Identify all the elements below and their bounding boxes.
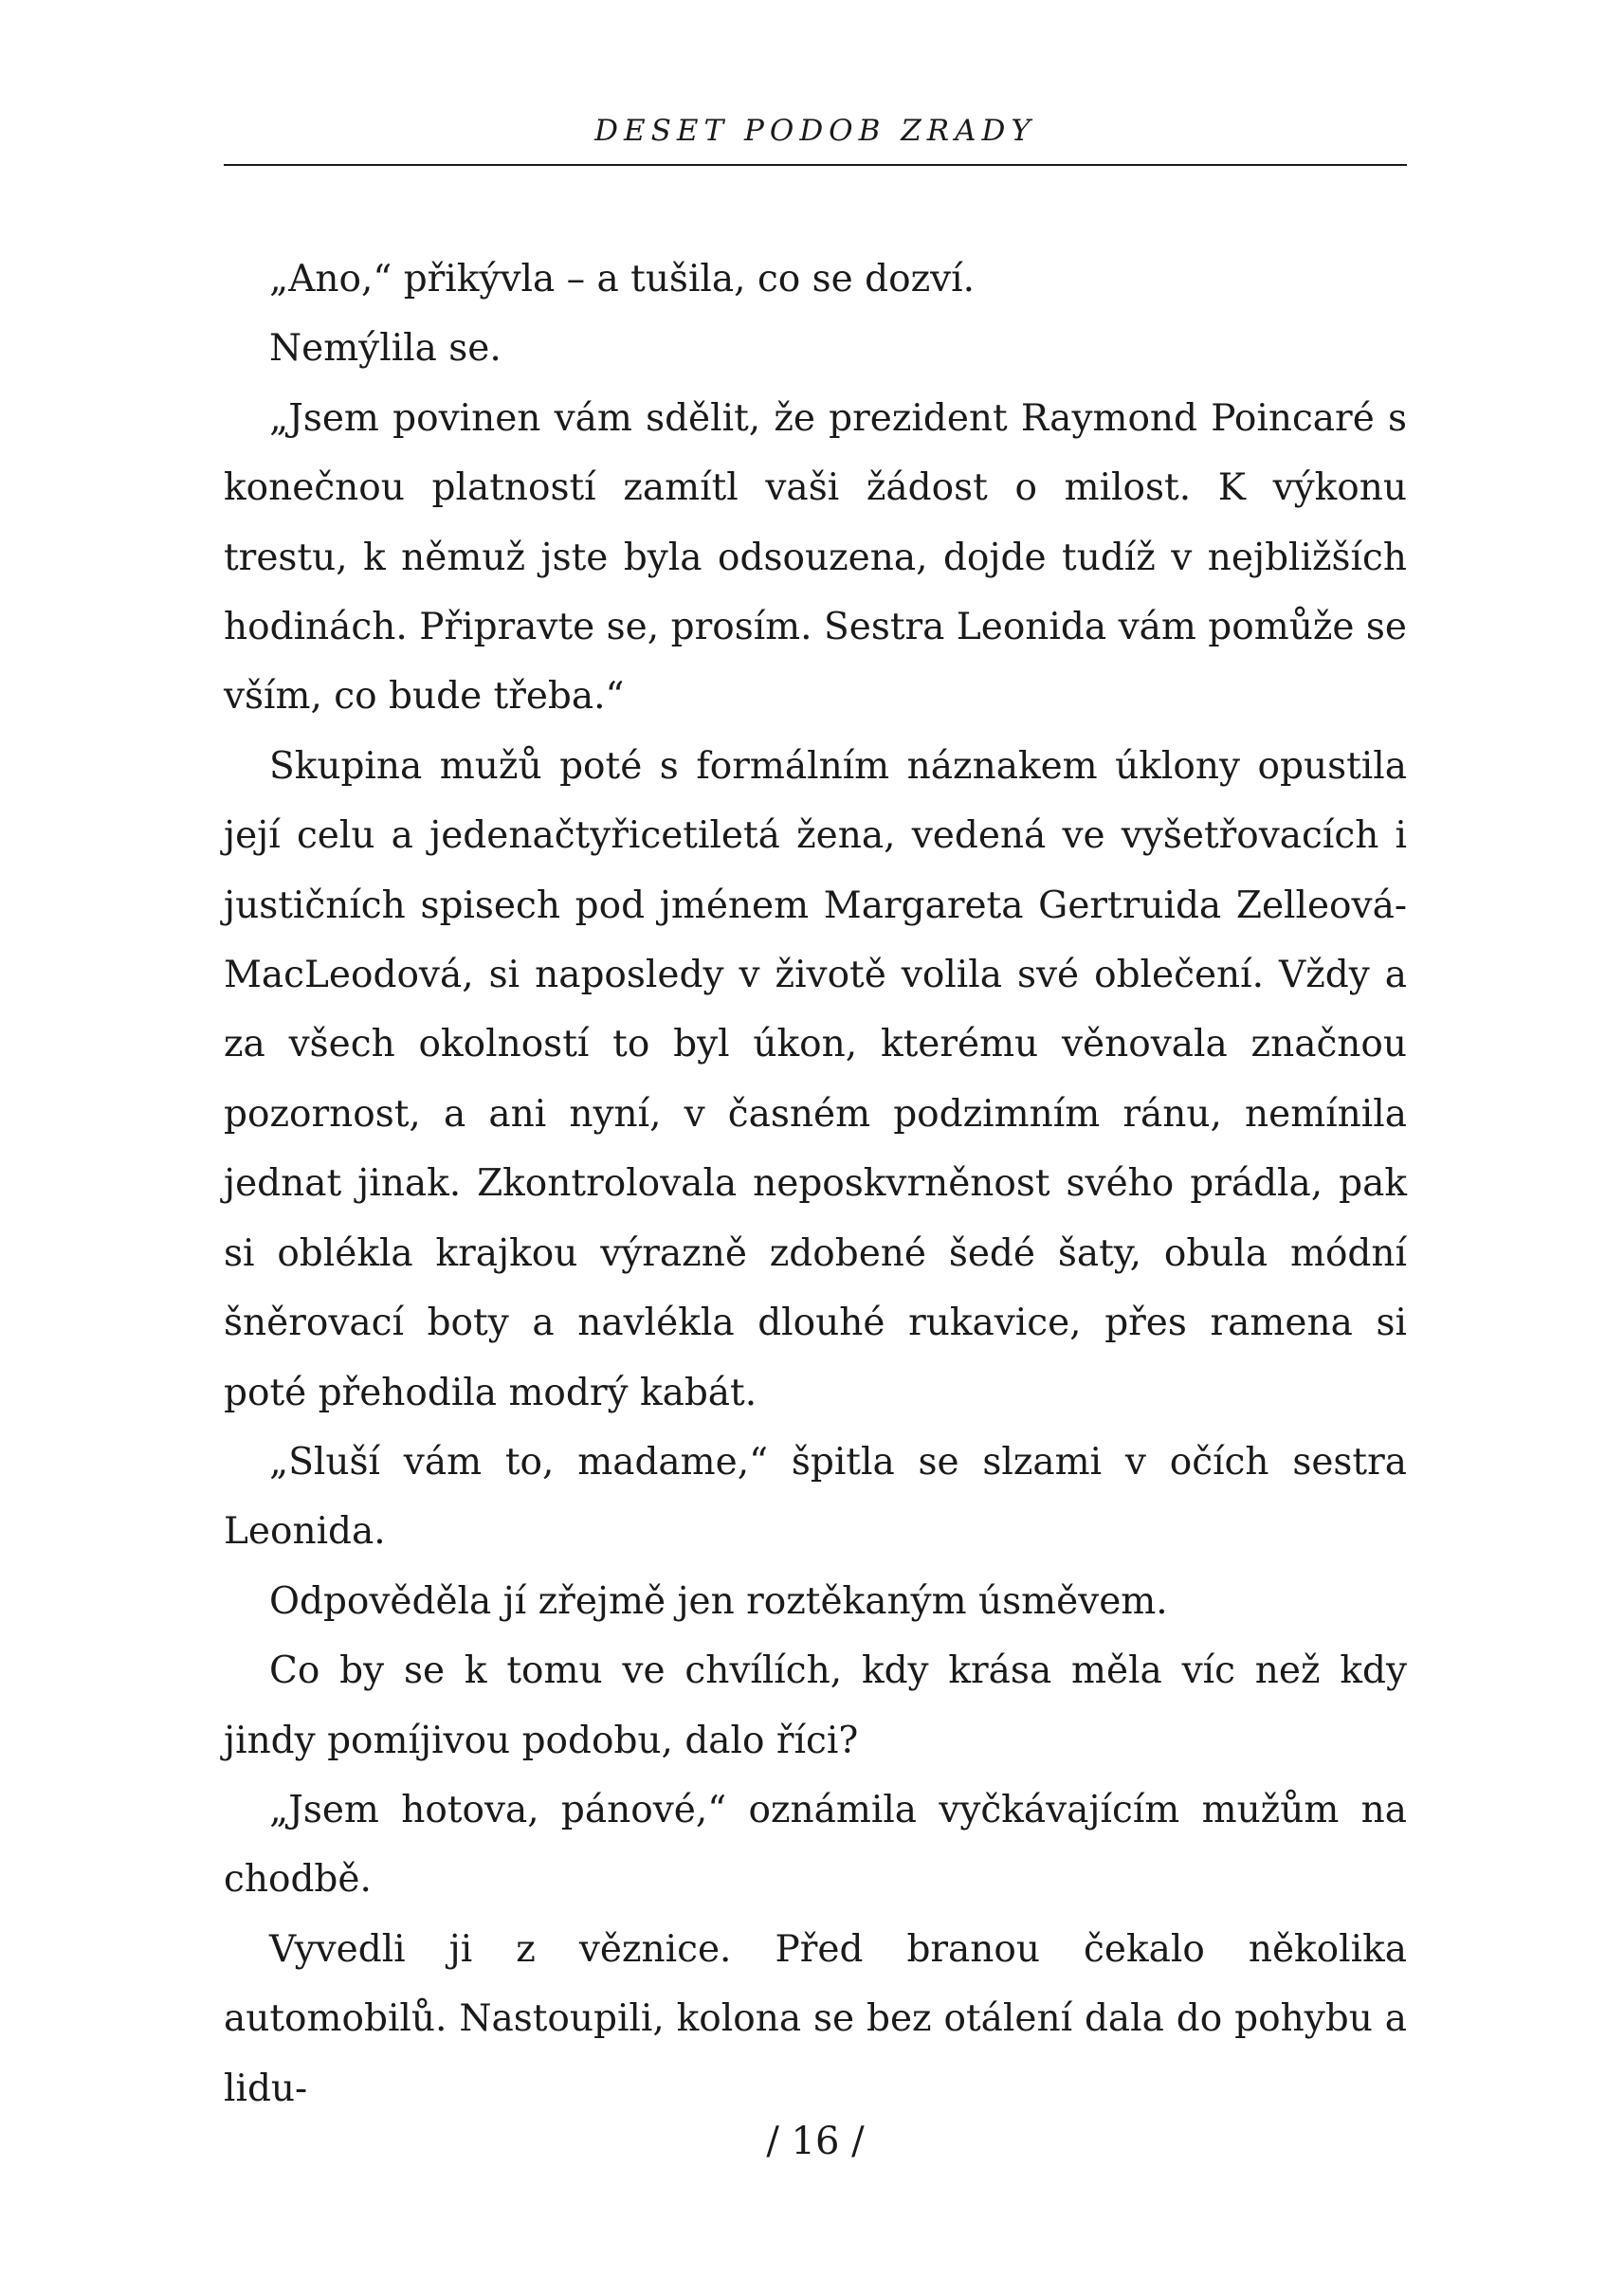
body-text <box>224 245 1407 2123</box>
paragraph: Co by se k tomu ve chvílích, kdy krása měla víc než kdy jindy pomíjivou podobu, dalo říci? <box>224 1649 1407 1762</box>
paragraph: „Ano,“ přikývla – a tušila, co se dozví. <box>269 258 976 301</box>
paragraph: Nemýlila se. <box>269 327 502 371</box>
paragraph: Vyvedli ji z věznice. Před branou čekalo několika automobilů. Nastoupili, kolona se bez otálení dala do pohybu a lidu- <box>224 1927 1407 2110</box>
page-number: / 16 / <box>766 2120 865 2163</box>
paragraph: „Sluší vám to, madame,“ špitla se slzami v očích sestra Leonida. <box>224 1440 1407 1554</box>
paragraph: Odpověděla jí zřejmě jen roztěkaným úsměvem. <box>269 1579 1168 1623</box>
paragraph: „Jsem povinen vám sdělit, že prezident Raymond Poincaré s konečnou platností zamítl vaši žádost o milost. K výkonu trestu, k němuž jste byla odsouzena, dojde tudíž v nejbližších hodinách. Připravte se, prosím. Sestra Leonida vám pomůže se vším, co bude třeba.“ <box>224 396 1407 719</box>
paragraph: „Jsem hotova, pánové,“ oznámila vyčkávajícím mužům na chodbě. <box>224 1788 1407 1902</box>
running-head-title: DESET PODOB ZRADY <box>594 114 1036 148</box>
paragraph: Skupina mužů poté s formálním náznakem úklony opustila její celu a jedenačtyřicetiletá žena, vedená ve vyšetřovacích i justičních spisech pod jménem Margareta Gertruida Zelleová-MacLeodová, si naposledy v životě volila své oblečení. Vždy a za všech okolností to byl úkon, kterému věnovala značnou pozornost, a ani nyní, v časném podzimním ránu, nemínila jednat jinak. Zkontrolovala neposkvrněnost svého prádla, pak si oblékla krajkou výrazně zdobené šedé šaty, obula módní šněrovací boty a navlékla dlouhé rukavice, přes ramena si poté přehodila modrý kabát. <box>224 744 1407 1414</box>
header-rule <box>224 164 1407 166</box>
